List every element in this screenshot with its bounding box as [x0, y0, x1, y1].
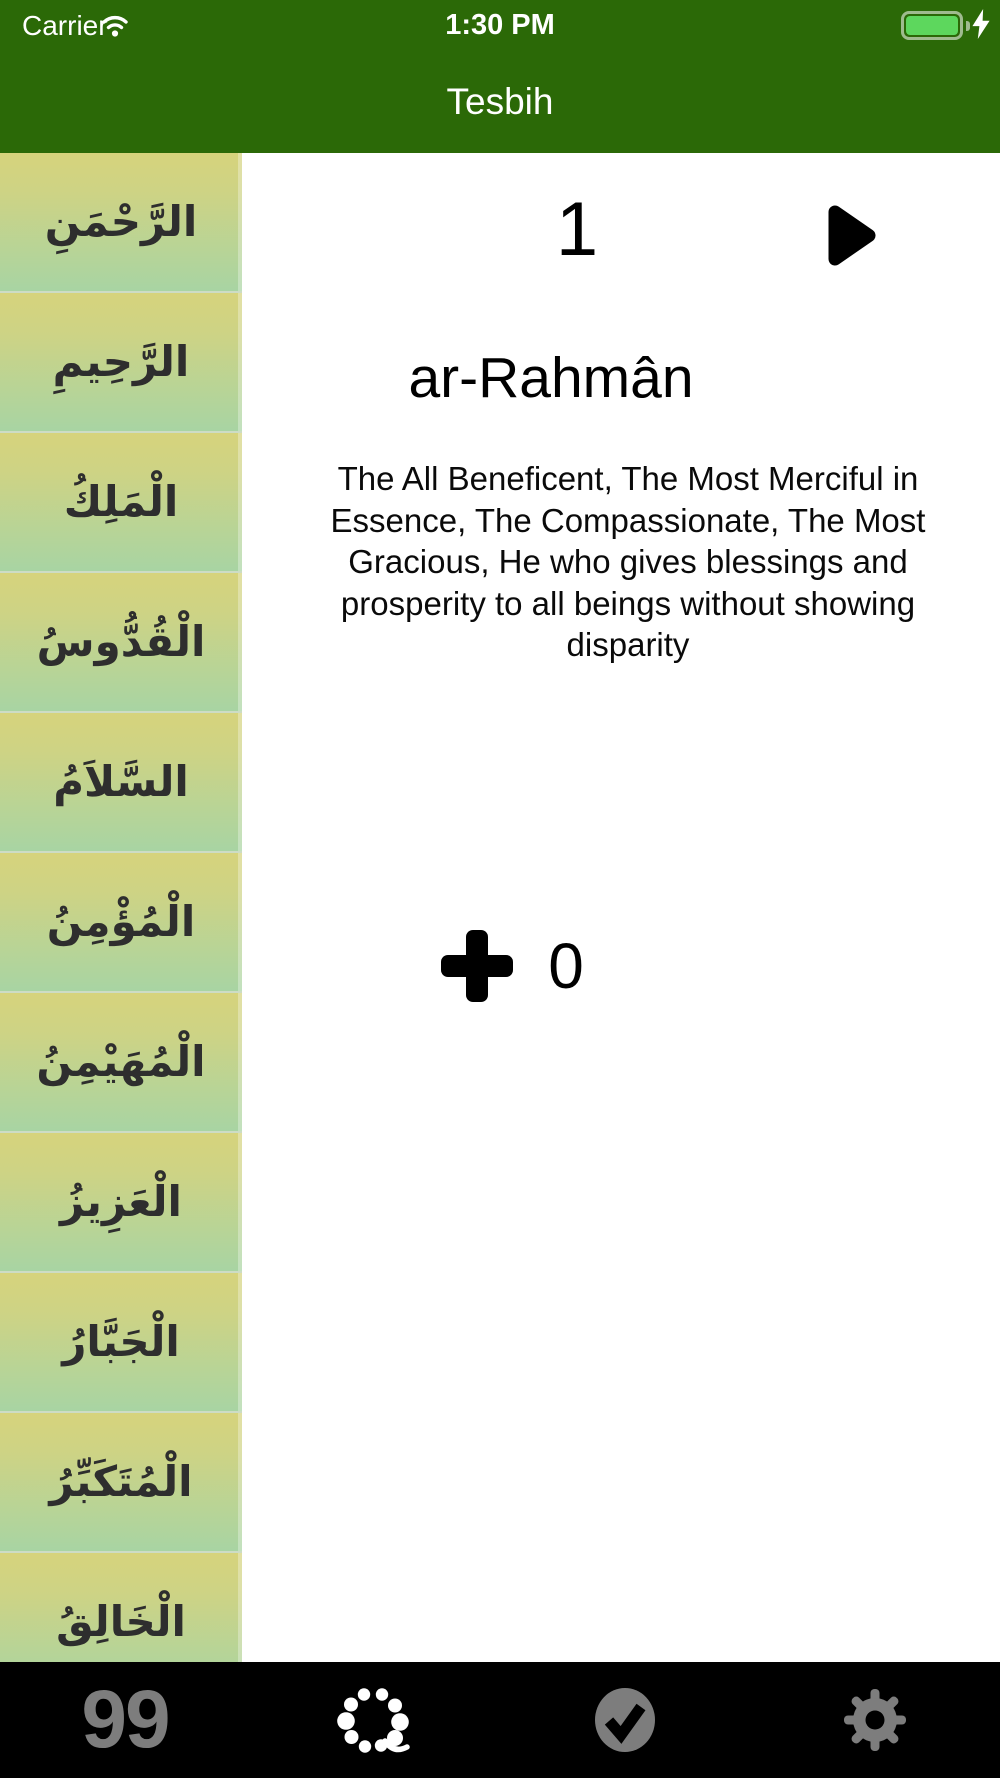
page-title: Tesbih [446, 80, 554, 122]
header [0, 0, 1000, 153]
arabic-name-text: الْمُهَيْمِنُ [36, 1037, 206, 1086]
list-item-name-9[interactable] [0, 1273, 242, 1411]
list-item-name-8[interactable] [0, 1133, 242, 1271]
tab-settings[interactable] [750, 1662, 1000, 1778]
arabic-name-text: الْمُتَكَبِّرُ [49, 1457, 193, 1506]
play-icon [826, 200, 878, 271]
list-item-name-2[interactable] [0, 293, 242, 431]
increment-count-button[interactable] [441, 930, 513, 1002]
battery-level [906, 16, 958, 35]
battery-icon [901, 11, 963, 40]
99-text-icon: 99 [81, 1674, 169, 1765]
plus-icon [441, 930, 513, 1002]
arabic-name-text: الرَّحِيمِ [52, 337, 190, 386]
arabic-name-text: الْمَلِكُ [63, 477, 179, 526]
arabic-name-text: الْجَبَّارُ [62, 1317, 180, 1366]
name-description: The All Beneficent, The Most Merciful in Essence, The Compassionate, The Most Gracious, He who gives blessings and prosperity to all beings without showing disparity [330, 460, 926, 664]
play-audio-button[interactable] [826, 200, 878, 271]
wifi-icon [98, 12, 132, 43]
list-item-name-10[interactable] [0, 1413, 242, 1551]
carrier-label: Carrier [22, 10, 108, 41]
arabic-name-text: الْمُؤْمِنُ [46, 897, 196, 946]
prayer-beads-icon [333, 1678, 417, 1762]
name-transliteration: ar-Rahmân [408, 346, 694, 410]
charging-bolt-icon [972, 9, 990, 44]
list-item-name-1[interactable] [0, 153, 242, 291]
name-position-number: 1 [555, 187, 599, 272]
tab-99-names[interactable] [0, 1662, 250, 1778]
tesbih-count: 0 [548, 930, 584, 1002]
status-bar [0, 0, 1000, 50]
arabic-name-text: الْعَزِيزُ [60, 1177, 182, 1226]
list-item-name-4[interactable] [0, 573, 242, 711]
arabic-name-text: السَّلاَمُ [53, 757, 189, 806]
arabic-name-text: الْخَالِقُ [56, 1597, 186, 1646]
tab-completed[interactable] [500, 1662, 750, 1778]
clock-time: 1:30 PM [445, 9, 555, 41]
tab-tesbih-counter[interactable] [250, 1662, 500, 1778]
gear-icon [842, 1687, 908, 1753]
arabic-name-text: الْقُدُّوسُ [36, 617, 206, 666]
arabic-name-text: الرَّحْمَنِ [44, 197, 198, 246]
list-item-name-5[interactable] [0, 713, 242, 851]
list-item-name-7[interactable] [0, 993, 242, 1131]
tab-bar [0, 1662, 1000, 1778]
list-item-name-3[interactable] [0, 433, 242, 571]
battery-nub [966, 21, 970, 31]
names-list [0, 153, 242, 1662]
list-item-name-6[interactable] [0, 853, 242, 991]
checkmark-circle-icon [595, 1688, 655, 1752]
list-item-name-11[interactable] [0, 1553, 242, 1662]
